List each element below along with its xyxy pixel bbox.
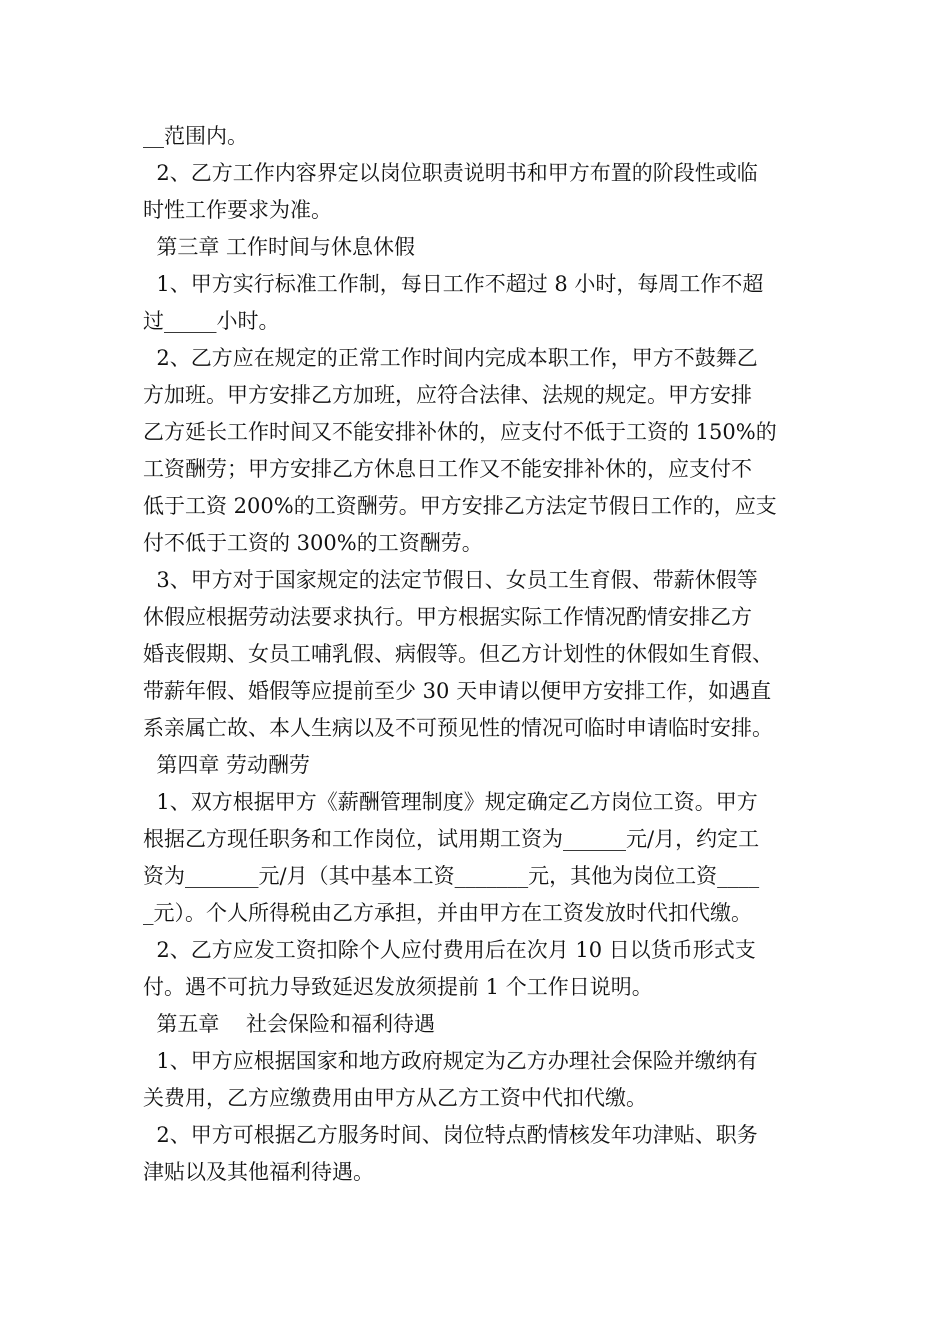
chapter-heading: 第四章 劳动酬劳	[143, 753, 311, 777]
text-line: 2、乙方工作内容界定以岗位职责说明书和甲方布置的阶段性或临	[143, 161, 758, 185]
text-line: 工资酬劳；甲方安排乙方休息日工作又不能安排补休的，应支付不	[143, 457, 752, 481]
text-line: 付。遇不可抗力导致延迟发放须提前 1 个工作日说明。	[143, 975, 653, 999]
text-line: 低于工资 200%的工资酬劳。甲方安排乙方法定节假日工作的，应支	[143, 494, 777, 518]
text-line: 婚丧假期、女员工哺乳假、病假等。但乙方计划性的休假如生育假、	[143, 642, 773, 666]
text-line: 1、甲方实行标准工作制，每日工作不超过 8 小时，每周工作不超	[143, 272, 764, 296]
text-line: 时性工作要求为准。	[143, 198, 332, 222]
text-line: __范围内。	[143, 124, 248, 148]
text-line: 津贴以及其他福利待遇。	[143, 1160, 374, 1184]
document-body	[143, 118, 813, 1191]
text-line: 方加班。甲方安排乙方加班，应符合法律、法规的规定。甲方安排	[143, 383, 752, 407]
text-line: 1、甲方应根据国家和地方政府规定为乙方办理社会保险并缴纳有	[143, 1049, 758, 1073]
text-line: 带薪年假、婚假等应提前至少 30 天申请以便甲方安排工作，如遇直	[143, 679, 772, 703]
text-line: 休假应根据劳动法要求执行。甲方根据实际工作情况酌情安排乙方	[143, 605, 752, 629]
text-line: 1、双方根据甲方《薪酬管理制度》规定确定乙方岗位工资。甲方	[143, 790, 758, 814]
text-line: 根据乙方现任职务和工作岗位，试用期工资为______元/月，约定工	[143, 827, 760, 851]
text-line: 过_____小时。	[143, 309, 280, 333]
text-line: 2、乙方应发工资扣除个人应付费用后在次月 10 日以货币形式支	[143, 938, 756, 962]
text-line: 资为_______元/月（其中基本工资_______元，其他为岗位工资____	[143, 864, 760, 888]
chapter-heading: 第三章 工作时间与休息休假	[143, 235, 416, 259]
text-line: 关费用，乙方应缴费用由甲方从乙方工资中代扣代缴。	[143, 1086, 647, 1110]
text-line: 系亲属亡故、本人生病以及不可预见性的情况可临时申请临时安排。	[143, 716, 773, 740]
text-line: 付不低于工资的 300%的工资酬劳。	[143, 531, 483, 555]
chapter-heading: 第五章 社会保险和福利待遇	[143, 1012, 436, 1036]
text-line: 乙方延长工作时间又不能安排补休的，应支付不低于工资的 150%的	[143, 420, 777, 444]
text-line: 2、乙方应在规定的正常工作时间内完成本职工作，甲方不鼓舞乙	[143, 346, 758, 370]
text-line: 3、甲方对于国家规定的法定节假日、女员工生育假、带薪休假等	[143, 568, 758, 592]
text-line: _元）。个人所得税由乙方承担，并由甲方在工资发放时代扣代缴。	[143, 901, 752, 925]
text-line: 2、甲方可根据乙方服务时间、岗位特点酌情核发年功津贴、职务	[143, 1123, 758, 1147]
